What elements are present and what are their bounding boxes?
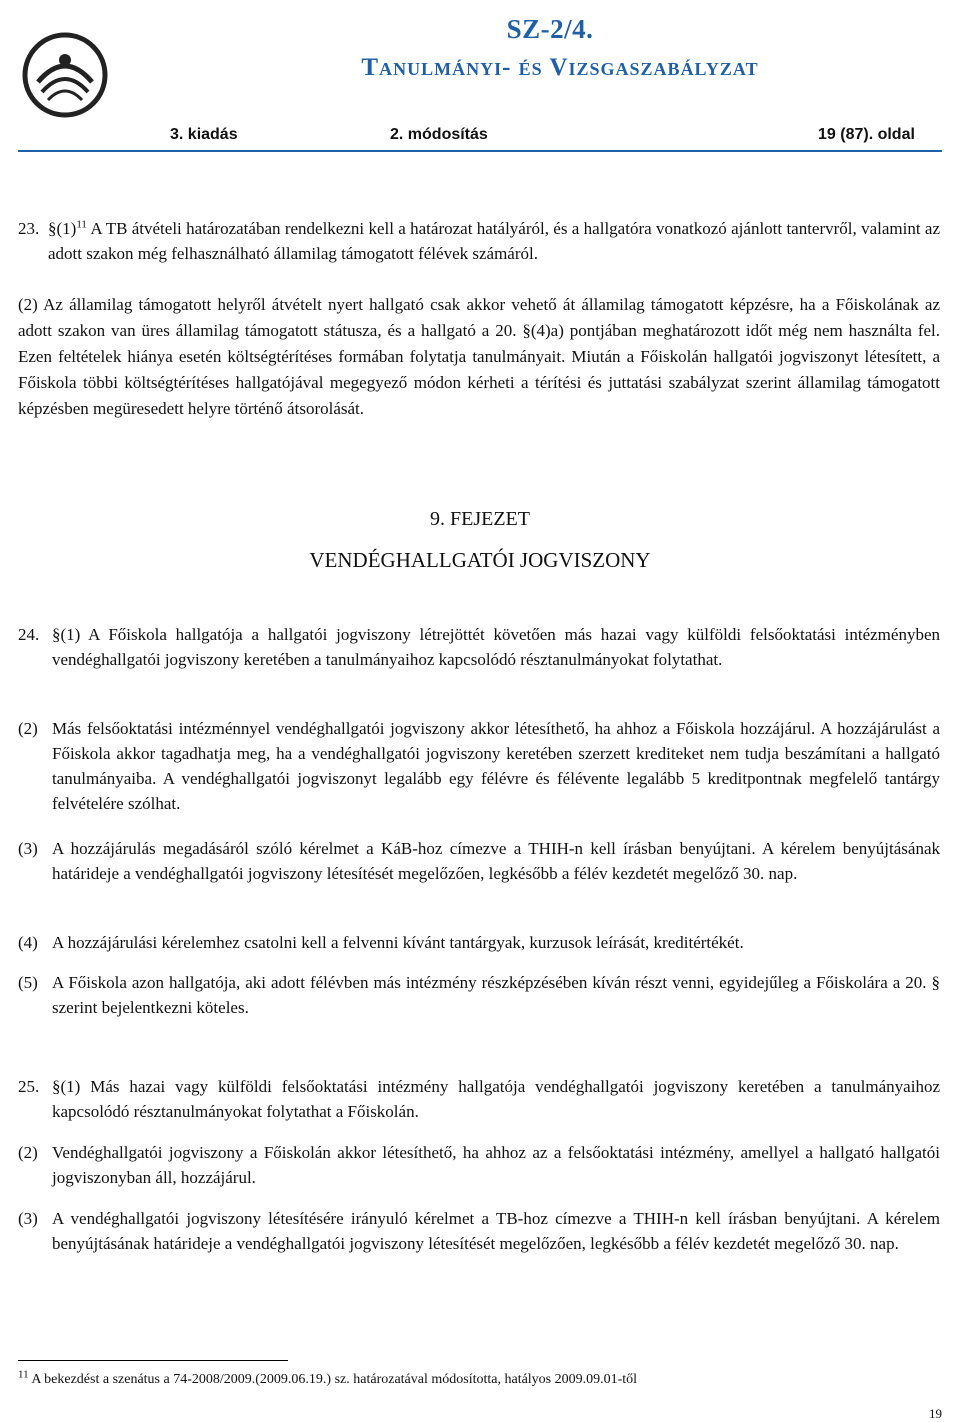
- footnote-text: A bekezdést a szenátus a 74-2008/2009.(2009.06.19.) sz. határozatával módosította, hatályos 2009.09.01-től: [31, 1372, 638, 1387]
- institution-logo: [20, 30, 110, 120]
- footnote-number: 11: [18, 1368, 29, 1381]
- section-25-paragraph-1: §(1) Más hazai vagy külföldi felsőoktatási intézmény hallgatója vendéghallgatói jogviszony keretében a tanulmányaihoz kapcsolódó résztanulmányokat folytathat a Főiskolán.: [52, 1077, 940, 1121]
- footnote-rule: [18, 1360, 288, 1361]
- header-rule: [18, 150, 942, 152]
- document-code: SZ-2/4.: [506, 14, 594, 44]
- section-24-label-5: (5): [18, 973, 38, 992]
- section-25-label-2: (2): [18, 1143, 38, 1162]
- section-25-paragraph-3: A vendéghallgatói jogviszony létesítésére irányuló kérelmet a TB-hoz címezve a THIH-n kell írásban benyújtani. A kérelem benyújtásának határideje a vendéghallgatói jogviszony létesítését megelőzően, legkésőbb a félév kezdetét megelőző 30. nap.: [52, 1209, 940, 1253]
- section-25-paragraph-2: Vendéghallgatói jogviszony a Főiskolán akkor létesíthető, ha ahhoz az a felsőoktatási intézmény, amellyel a hallgató hallgatói jogviszonyban áll, hozzájárul.: [52, 1143, 940, 1187]
- section-24-paragraph-4: A hozzájárulási kérelemhez csatolni kell a felvenni kívánt tantárgyak, kurzusok leírását, kreditértékét.: [52, 933, 744, 952]
- section-24-paragraph-2: Más felsőoktatási intézménnyel vendéghallgatói jogviszony akkor létesíthető, ha ahhoz a Főiskola hozzájárul. A hozzájárulást a Főiskola akkor tagadhatja meg, ha a vendéghallgatói jogviszony keretében szerzett krediteket nem tudja beszámítani a hallgató tanulmányaiba. A vendéghallgatói jogviszonyt legalább egy félévre és félévente legalább 5 kreditpontnak megfelelő tantárgy felvételére szólhat.: [52, 719, 940, 813]
- section-24-paragraph-5: A Főiskola azon hallgatója, aki adott félévben más intézmény részképzésében kíván részt venni, egyidejűleg a Főiskolára a 20. § szerint bejelentkezni köteles.: [52, 973, 940, 1017]
- page-number: 19: [929, 1406, 942, 1421]
- paragraph-text: §(1) A Főiskola hallgatója a hallgatói jogviszony létrejöttét követően más hazai vagy külföldi felsőoktatási intézményben vendéghallgatói jogviszony keretében a tanulmányaihoz kapcsolódó résztanulmányokat folytathat.: [52, 625, 940, 669]
- revision: 2. módosítás: [390, 126, 488, 143]
- section-24-number: 24.: [18, 625, 40, 644]
- section-25-label-3: (3): [18, 1209, 38, 1228]
- chapter-title: VENDÉGHALLGATÓI JOGVISZONY: [309, 548, 651, 572]
- page-reference: 19 (87). oldal: [818, 126, 915, 143]
- section-23-paragraph-2: (2) Az államilag támogatott helyről átvételt nyert hallgató csak akkor vehető át államilag támogatott képzésre, ha a Főiskolának az adott szakon van üres államilag támogatott státusza, és a hallgató a 20. §(4)a) pontjában meghatározott időt még nem használta fel. Ezen feltételek hiánya esetén költségtérítéses formában folytatja tanulmányait. Miután a Főiskolán hallgatói jogviszonyt létesített, a Főiskola többi költségtérítéses hallgatójával megegyező módon kérheti a térítési és juttatási szabályzat szerint államilag támogatott képzésben megüresedett helyre történő átsorolását.: [18, 295, 940, 418]
- section-23-paragraph-1: [48, 216, 940, 266]
- paragraph-text: A TB átvételi határozatában rendelkezni kell a határozat hatályáról, és a hallgatóra vonatkozó ajánlott tantervről, valamint az adott szakon még felhasználható államilag támogatott félévek számáról.: [48, 219, 941, 263]
- document-title: Tanulmányi- és Vizsgaszabályzat: [361, 54, 759, 81]
- footnote-ref[interactable]: 11: [76, 218, 87, 231]
- edition: 3. kiadás: [170, 126, 238, 143]
- section-25-number: 25.: [18, 1077, 40, 1096]
- section-24-label-2: (2): [18, 719, 38, 738]
- section-24-label-3: (3): [18, 839, 38, 858]
- section-23-number: 23.: [18, 219, 40, 238]
- section-24-label-4: (4): [18, 933, 38, 952]
- section-24-paragraph-3: A hozzájárulás megadásáról szóló kérelmet a KáB-hoz címezve a THIH-n kell írásban benyújtani. A kérelem benyújtásának határideje a vendéghallgatói jogviszony létesítését megelőzően, legkésőbb a félév kezdetét megelőző 30. nap.: [52, 839, 940, 883]
- footnote: [18, 1368, 638, 1388]
- section-24-paragraph-1: [52, 622, 940, 672]
- paragraph-label: §(1): [48, 219, 77, 238]
- chapter-number: 9. FEJEZET: [430, 508, 530, 530]
